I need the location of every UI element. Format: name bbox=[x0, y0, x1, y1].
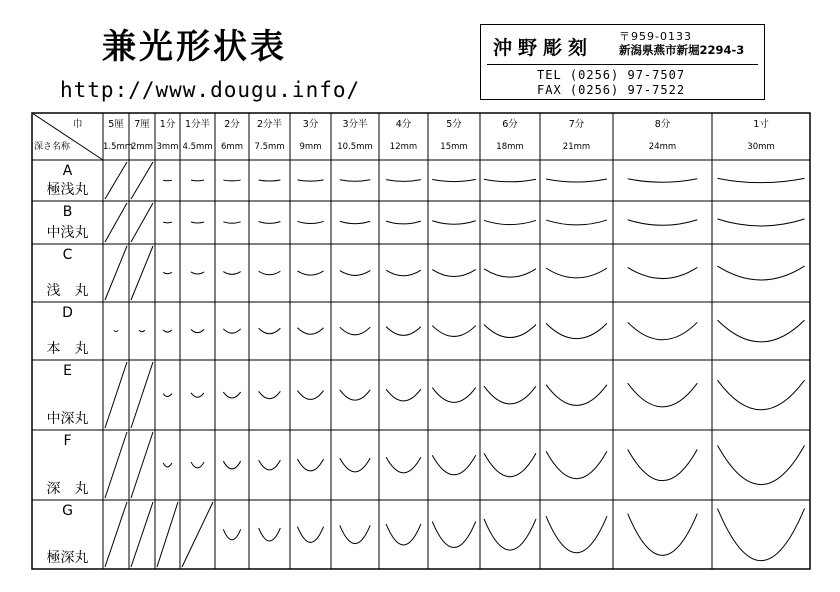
unavailable-mark bbox=[131, 362, 153, 428]
chisel-profile bbox=[718, 266, 805, 280]
chisel-profile bbox=[297, 328, 323, 335]
chisel-profile bbox=[163, 222, 172, 223]
row-name: 中浅丸 bbox=[46, 224, 89, 241]
chisel-profile bbox=[297, 459, 323, 471]
chisel-profile bbox=[223, 529, 240, 539]
column-header-mm: 24mm bbox=[648, 142, 677, 152]
column-header-width: 2分 bbox=[224, 119, 240, 130]
chisel-profile bbox=[546, 385, 607, 406]
chisel-profile bbox=[163, 272, 172, 273]
postal-code: 〒959-0133 bbox=[619, 30, 692, 43]
chisel-profile bbox=[628, 220, 698, 226]
row-name: 浅 丸 bbox=[46, 282, 89, 299]
chisel-profile bbox=[628, 449, 698, 480]
column-header-width: 5厘 bbox=[108, 119, 124, 130]
chisel-profile bbox=[163, 330, 172, 332]
chisel-profile bbox=[340, 180, 370, 182]
chisel-profile bbox=[546, 323, 607, 338]
header-diagonal bbox=[32, 113, 103, 160]
row-name: 中深丸 bbox=[46, 410, 89, 427]
chisel-profile bbox=[386, 389, 421, 401]
chisel-profile bbox=[191, 272, 204, 274]
row-letter: A bbox=[62, 163, 73, 179]
chisel-profile bbox=[139, 330, 145, 331]
unavailable-mark bbox=[131, 162, 153, 199]
chisel-profile bbox=[432, 221, 476, 224]
page-title: 兼光形状表 bbox=[102, 27, 287, 67]
row-letter: F bbox=[63, 433, 72, 449]
unavailable-mark bbox=[105, 246, 127, 300]
row-letter: B bbox=[62, 204, 73, 220]
chisel-profile bbox=[340, 458, 370, 472]
row-letter: E bbox=[63, 363, 72, 379]
chisel-profile bbox=[259, 180, 281, 181]
unavailable-mark bbox=[105, 432, 127, 498]
column-header-width: 3分半 bbox=[342, 119, 368, 130]
chisel-profile bbox=[259, 271, 281, 274]
row-letter: G bbox=[62, 503, 73, 519]
unavailable-mark bbox=[182, 502, 213, 567]
company-name: 沖野彫刻 bbox=[493, 37, 594, 59]
row-label bbox=[32, 305, 103, 357]
chisel-profile bbox=[718, 445, 805, 484]
column-header-width: 8分 bbox=[654, 119, 671, 130]
column-header-mm: 6mm bbox=[221, 142, 243, 152]
chisel-profile bbox=[484, 325, 536, 338]
row-label bbox=[32, 163, 103, 198]
chisel-profile bbox=[191, 222, 204, 223]
column-header-width: 1分 bbox=[159, 119, 176, 130]
chisel-profile bbox=[718, 320, 805, 342]
website-url[interactable]: http://www.dougu.info/ bbox=[60, 78, 361, 102]
fax-number: FAX (0256) 97-7522 bbox=[537, 83, 686, 97]
chisel-profile bbox=[386, 457, 421, 473]
column-header-mm: 2mm bbox=[131, 142, 153, 152]
unavailable-mark bbox=[131, 203, 153, 242]
chisel-profile bbox=[432, 455, 476, 475]
column-header-width: 5分 bbox=[446, 119, 462, 130]
chisel-profile bbox=[484, 519, 536, 550]
chisel-profile bbox=[191, 180, 204, 181]
chisel-profile bbox=[386, 221, 421, 224]
chisel-profile bbox=[386, 180, 421, 182]
table-border bbox=[32, 113, 810, 569]
column-header-width: 3分 bbox=[302, 119, 319, 130]
row-name: 本 丸 bbox=[46, 340, 89, 357]
chisel-profile bbox=[484, 179, 536, 182]
chisel-profile bbox=[546, 179, 607, 182]
column-header-width: 7厘 bbox=[134, 119, 150, 130]
chisel-profile bbox=[297, 180, 323, 181]
chisel-profile bbox=[259, 328, 281, 333]
column-header-mm: 7.5mm bbox=[254, 142, 285, 152]
chisel-profile bbox=[340, 525, 370, 543]
phone-number: TEL (0256) 97-7507 bbox=[537, 68, 686, 82]
chisel-profile bbox=[628, 267, 698, 278]
chisel-profile bbox=[432, 521, 476, 547]
chisel-profile bbox=[223, 180, 240, 181]
chisel-profile bbox=[484, 220, 536, 224]
chisel-profile bbox=[432, 270, 476, 277]
chisel-profile bbox=[718, 380, 805, 410]
chisel-profile bbox=[163, 463, 172, 467]
chisel-profile bbox=[223, 461, 240, 469]
column-header-mm: 1.5mm bbox=[103, 142, 134, 152]
unavailable-mark bbox=[157, 502, 178, 567]
chisel-profile bbox=[432, 326, 476, 337]
chisel-profile bbox=[546, 451, 607, 478]
chisel-profile bbox=[259, 222, 281, 224]
chisel-profile bbox=[259, 528, 281, 541]
column-header-mm: 18mm bbox=[496, 142, 524, 152]
chisel-profile bbox=[259, 460, 281, 470]
column-header-width: 4分 bbox=[395, 119, 412, 130]
chisel-profile bbox=[386, 270, 421, 276]
column-header-width: 2分半 bbox=[256, 119, 283, 130]
corner-label-depth: 深さ名称 bbox=[34, 142, 71, 152]
column-header-mm: 10.5mm bbox=[337, 142, 373, 152]
row-label bbox=[32, 247, 103, 299]
chisel-profile bbox=[297, 221, 323, 223]
chisel-profile bbox=[340, 327, 370, 335]
chisel-profile bbox=[297, 271, 323, 275]
chisel-profile bbox=[484, 386, 536, 404]
chisel-profile bbox=[546, 268, 607, 278]
chisel-profile bbox=[386, 524, 421, 545]
chisel-profile bbox=[484, 269, 536, 277]
row-label bbox=[32, 503, 103, 566]
chisel-profile bbox=[628, 322, 698, 339]
chisel-profile bbox=[223, 392, 240, 398]
unavailable-mark bbox=[105, 203, 127, 242]
chisel-profile bbox=[163, 394, 172, 397]
chisel-profile bbox=[223, 272, 240, 275]
chisel-profile bbox=[223, 329, 240, 333]
chisel-profile bbox=[628, 514, 698, 556]
chisel-profile bbox=[223, 222, 240, 223]
column-header-width: 7分 bbox=[568, 119, 585, 130]
chisel-profile bbox=[718, 219, 805, 226]
chisel-profile bbox=[259, 391, 281, 398]
chisel-profile bbox=[340, 271, 370, 276]
chisel-profile bbox=[297, 527, 323, 543]
chisel-profile bbox=[484, 453, 536, 476]
chisel-profile bbox=[546, 516, 607, 553]
chisel-profile bbox=[628, 383, 698, 407]
chisel-profile bbox=[297, 391, 323, 400]
chisel-profile bbox=[340, 221, 370, 223]
chisel-profile bbox=[114, 330, 118, 331]
row-name: 極浅丸 bbox=[46, 181, 89, 198]
row-letter: C bbox=[62, 247, 73, 263]
unavailable-mark bbox=[105, 502, 127, 567]
column-header-width: 1分半 bbox=[184, 119, 211, 130]
column-header-mm: 30mm bbox=[747, 142, 775, 152]
row-letter: D bbox=[62, 305, 73, 321]
chisel-profile bbox=[628, 179, 698, 182]
row-label bbox=[32, 204, 103, 241]
row-name: 極深丸 bbox=[46, 549, 89, 566]
chisel-profile bbox=[718, 178, 805, 182]
unavailable-mark bbox=[131, 246, 153, 300]
chisel-profile bbox=[191, 462, 204, 468]
column-header-width: 6分 bbox=[502, 119, 518, 130]
unavailable-mark bbox=[131, 432, 153, 498]
unavailable-mark bbox=[105, 162, 127, 199]
column-header-mm: 21mm bbox=[562, 142, 591, 152]
column-header-mm: 3mm bbox=[156, 142, 179, 152]
column-header-mm: 12mm bbox=[389, 142, 418, 152]
chisel-profile bbox=[191, 393, 204, 397]
chisel-profile bbox=[340, 390, 370, 400]
column-header-mm: 4.5mm bbox=[182, 142, 213, 152]
corner-label-width: 巾 bbox=[73, 119, 83, 130]
row-name: 深 丸 bbox=[46, 480, 89, 497]
chisel-profile bbox=[432, 388, 476, 403]
unavailable-mark bbox=[131, 502, 153, 567]
company-address: 新潟県燕市新堀2294-3 bbox=[619, 43, 745, 57]
chisel-profile bbox=[432, 179, 476, 181]
row-label bbox=[32, 363, 103, 427]
row-label bbox=[32, 433, 103, 497]
chisel-profile bbox=[546, 220, 607, 225]
chisel-profile bbox=[386, 327, 421, 336]
unavailable-mark bbox=[105, 362, 127, 428]
column-header-mm: 9mm bbox=[299, 142, 322, 152]
chisel-profile bbox=[718, 508, 805, 560]
column-header-width: 1寸 bbox=[753, 119, 769, 130]
chisel-profile bbox=[191, 329, 204, 332]
column-header-mm: 15mm bbox=[440, 142, 468, 152]
